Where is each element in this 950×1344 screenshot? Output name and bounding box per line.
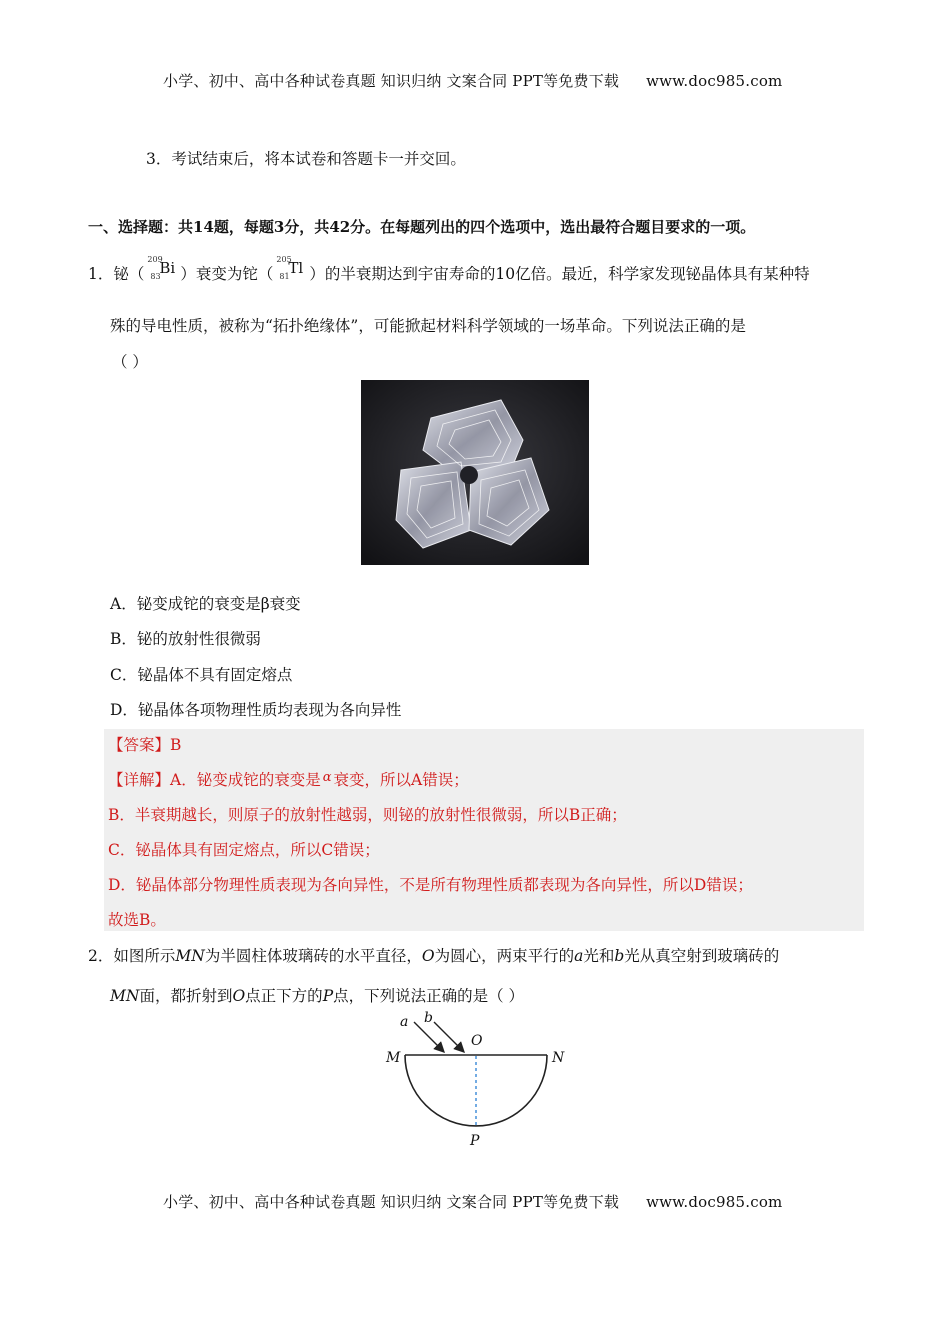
instruction-3: 3．考试结束后，将本试卷和答题卡一并交回。 [146, 150, 466, 168]
label-m: M [386, 1050, 401, 1066]
question-1-line-1 [88, 255, 810, 285]
question-number: 2． [88, 947, 114, 965]
label-p: P [470, 1133, 480, 1149]
answer-box [104, 729, 864, 931]
detail-line-4: D．铋晶体部分物理性质表现为各向异性，不是所有物理性质都表现为各向异性，所以D错误； [108, 876, 753, 894]
alpha-symbol: α [322, 770, 332, 785]
detail-label: 【详解】 [108, 771, 171, 789]
answer-line [108, 733, 181, 755]
answer-value: B [170, 736, 182, 754]
page-header [163, 70, 782, 91]
page-footer [163, 1191, 782, 1212]
question-2-line-2: MN面，都折射到O点正下方的P点，下列说法正确的是（ ） [110, 987, 525, 1005]
label-a: a [400, 1014, 409, 1030]
footer-url[interactable]: www.doc985.com [646, 1193, 783, 1211]
bismuth-crystal-photo [361, 380, 589, 565]
label-o: O [471, 1033, 483, 1049]
answer-label: 【答案】 [108, 736, 171, 754]
option-d[interactable]: D．铋晶体各项物理性质均表现为各向异性 [110, 701, 402, 719]
question-2-line-1: 2．如图所示MN为半圆柱体玻璃砖的水平直径，O为圆心，两束平行的a光和b光从真空射到玻璃砖的 [88, 947, 780, 965]
label-b: b [424, 1010, 433, 1026]
q1-text: ）的半衰期达到宇宙寿命的10亿倍。最近，科学家发现铋晶体具有某种特 [309, 265, 810, 283]
detail-line-3: C．铋晶体具有固定熔点，所以C错误； [108, 841, 380, 859]
thallium-isotope: 205 81 Tl [276, 255, 304, 281]
detail-line-1: 【详解】A．铋变成铊的衰变是 $^\alpha$ 衰变，所以A错误； [108, 770, 469, 789]
question-1-line-2: 殊的导电性质，被称为“拓扑绝缘体”，可能掀起材料科学领域的一场革命。下列说法正确的是 [110, 317, 746, 335]
detail-line-2: B．半衰期越长，则原子的放射性越弱，则铋的放射性很微弱，所以B正确； [108, 806, 627, 824]
option-b[interactable]: B．铋的放射性很微弱 [110, 630, 261, 648]
header-text: 小学、初中、高中各种试卷真题 知识归纳 文案合同 PPT等免费下载 [163, 72, 620, 90]
semicircle-figure [380, 1008, 570, 1158]
q1-text: 铋（ [113, 265, 145, 283]
option-c[interactable]: C．铋晶体不具有固定熔点 [110, 666, 293, 684]
section-title: 一、选择题：共14题，每题3分，共42分。在每题列出的四个选项中，选出最符合题目要求的一项。 [88, 218, 756, 236]
q1-text: ）衰变为铊（ [180, 265, 274, 283]
label-n: N [552, 1050, 565, 1066]
answer-paren: （ ） [112, 353, 148, 371]
header-url[interactable]: www.doc985.com [646, 72, 783, 90]
detail-line-5: 故选B。 [108, 911, 166, 929]
footer-text: 小学、初中、高中各种试卷真题 知识归纳 文案合同 PPT等免费下载 [163, 1193, 620, 1211]
question-number: 1． [88, 265, 114, 283]
bismuth-isotope: 209 83 Bi [147, 255, 176, 281]
option-a[interactable]: A．铋变成铊的衰变是β衰变 [110, 595, 301, 613]
